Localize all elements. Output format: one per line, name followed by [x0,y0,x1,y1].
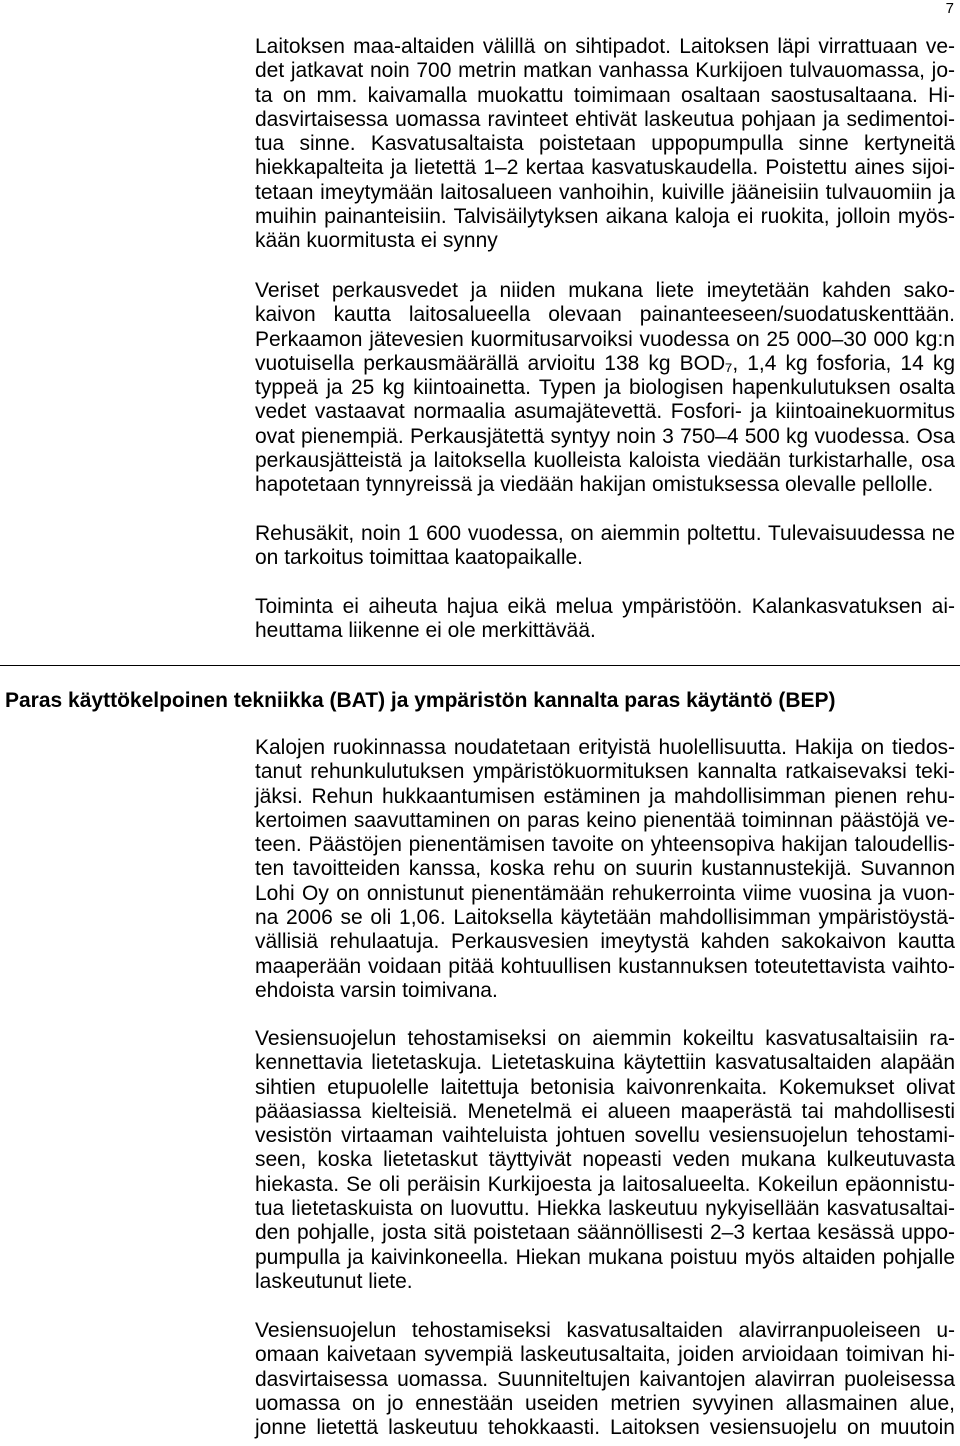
text-line: tanut rehunkulutuksen ympäristökuormituksen kannalta ratkaisevaksi teki- [255,760,955,784]
text-line: hiekasta. Se oli peräisin Kurkijoesta ja laitosalueelta. Kokeilun epäonnistu- [255,1172,955,1196]
paragraph-odour-noise-traffic [255,595,955,644]
text-line: vedet vastaavat normaalia asumajätevettä. Fosfori- ja kiintoainekuormitus [255,400,955,424]
text-line: teen. Päästöjen pienentämisen tavoite on yhteensopiva hakijan taloudellis- [255,833,955,857]
text-line: Veriset perkausvedet ja niiden mukana liete imeytetään kahden sako- [255,279,955,302]
text-line: Laitoksen maa-altaiden välillä on sihtipadot. Laitoksen läpi virrattuaan ve- [255,35,955,58]
paragraph-processing-wastewater [255,279,955,498]
text-line: Kalojen ruokinnassa noudatetaan erityistä huolellisuutta. Hakija on tiedos- [255,736,955,759]
text-line: heuttama liikenne ei ole merkittävää. [255,619,596,643]
text-line: pääasiassa kielteisiä. Menetelmä ei alueen maaperästä tai mahdollisesti [255,1099,955,1123]
text-line: det jatkavat noin 700 metrin matkan vanhassa Kurkijoen tulvauomassa, jo- [255,59,955,83]
text-line: vällisiä rehulaatuja. Perkausvesien imeytystä kahden sakokaivon kautta [255,930,955,954]
section-divider [0,665,960,666]
text-line: seen, koska lietetaskut täyttyivät nopeasti veden mukana kulkeutuvasta [255,1148,955,1172]
text-line: dasvirtaisessa uomassa ravinteet ehtivät laskeutua pohjaan ja sedimentoi- [255,107,955,131]
text-line: tetaan imeytymään laitosalueen vanhoihin, kuiville jääneisiin tulvauomiin ja [255,180,955,204]
text-line: den pohjalle, josta sitä poistetaan säännöllisesti 2–3 kertaa kesässä uppo- [255,1221,955,1245]
text-line: perkausjätteistä ja laitoksella kuolleista kaloista viedään turkistarhalle, osa [255,449,955,473]
paragraph-feeding [255,736,955,1003]
text-line: Rehusäkit, noin 1 600 vuodessa, on aiemmin poltettu. Tulevaisuudessa ne [255,522,955,545]
text-line: ten tavoitteiden kanssa, koska rehu on suurin kustannustekijä. Suvannon [255,857,955,881]
text-line: jonne lietettä laskeutuu tehokkaasti. Laitoksen vesiensuojelu on muutoin [255,1416,955,1440]
paragraph-settling-basins [255,1319,955,1440]
text-line: ovat pienempiä. Perkausjätettä syntyy noin 3 750–4 500 kg vuodessa. Osa [255,424,955,448]
text-line: typpeä ja 25 kg kiintoainetta. Typen ja biologisen hapenkulutuksen osalta [255,376,955,400]
text-line: jäksi. Rehun hukkaantumisen estäminen ja mahdollisimman pienen rehu- [255,784,955,808]
text-line: laskeutunut liete. [255,1269,413,1293]
text-line: hiekkapalteita ja lietettä 1–2 kertaa kasvatuskaudella. Poistettu aines sijoi- [255,156,955,180]
text-line: kään kuormitusta ei synny [255,229,498,253]
paragraph-feed-sacks [255,522,955,571]
text-line: maaperään voidaan pitää kohtuullisen kustannuksen toteutettavista vaihto- [255,954,955,978]
paragraph-sludge-pockets [255,1027,955,1294]
text-line: hapotetaan tynnyreissä ja viedään hakijan omistuksessa olevalle pellolle. [255,473,934,497]
text-line: na 2006 se oli 1,06. Laitoksella käytetään mahdollisimman ympäristöystä- [255,906,955,930]
text-line: tua lietetaskuista on luovuttu. Hiekka laskeutuu nykyisellään kasvatusaltai- [255,1197,955,1221]
text-line: vuotuisella perkausmäärällä arvioitu 138 kg BOD₇, 1,4 kg fosforia, 14 kg [255,351,955,375]
page-number: 7 [945,0,954,17]
text-line: kertoimen saavuttaminen on paras keino pienentää toiminnan päästöjä ve- [255,808,955,832]
text-line: on tarkoitus toimittaa kaatopaikalle. [255,546,584,570]
text-line: Vesiensuojelun tehostamiseksi kasvatusaltaiden alavirranpuoleiseen u- [255,1319,955,1342]
paragraph-settling-ponds [255,35,955,254]
text-line: Vesiensuojelun tehostamiseksi on aiemmin kokeiltu kasvatusaltaisiin ra- [255,1027,955,1050]
text-line: Toiminta ei aiheuta hajua eikä melua ympäristöön. Kalankasvatuksen ai- [255,595,955,618]
text-line: Lohi Oy on onnistunut pienentämään rehukerrointa viime vuosina ja vuon- [255,881,955,905]
text-line: sihtien etupuolelle laitettuja betonisia kaivonrenkaita. Kokemukset olivat [255,1075,955,1099]
text-line: ehdoista varsin toimivana. [255,978,498,1002]
section-heading: Paras käyttökelpoinen tekniikka (BAT) ja ympäristön kannalta paras käytäntö (BEP) [5,689,836,712]
text-line: vesistön virtaaman vaihteluista johtuen sovellu vesiensuojelun tehostami- [255,1124,955,1148]
text-line: pumpulla ja kaivinkoneella. Hiekan mukana poistuu myös altaiden pohjalle [255,1245,955,1269]
text-line: uomassa on jo ennestään useiden metrien syvyinen allasmainen alue, [255,1391,955,1415]
text-line: ta on mm. kaivamalla muokattu toimimaan osaltaan saostusaltaana. Hi- [255,83,955,107]
text-line: kaivon kautta laitosalueella olevaan painanteeseen/suodatuskenttään. [255,303,955,327]
text-line: Perkaamon jätevesien kuormitusarvoiksi vuodessa on 25 000–30 000 kg:n [255,327,955,351]
text-line: tua sinne. Kasvatusaltaista poistetaan uppopumpulla sinne kertyneitä [255,132,955,156]
text-line: dasvirtaisessa uomassa. Suunniteltujen kaivantojen alavirran puoleisessa [255,1367,955,1391]
text-line: omaan kaivetaan syvempiä laskeutusaltaita, joiden arvioidaan toimivan hi- [255,1343,955,1367]
text-line: kennettavia lietetaskuja. Lietetaskuina käytettiin kasvatusaltaiden alapään [255,1051,955,1075]
text-line: muihin painanteisiin. Talvisäilytyksen aikana kaloja ei ruokita, jolloin myös- [255,205,955,229]
